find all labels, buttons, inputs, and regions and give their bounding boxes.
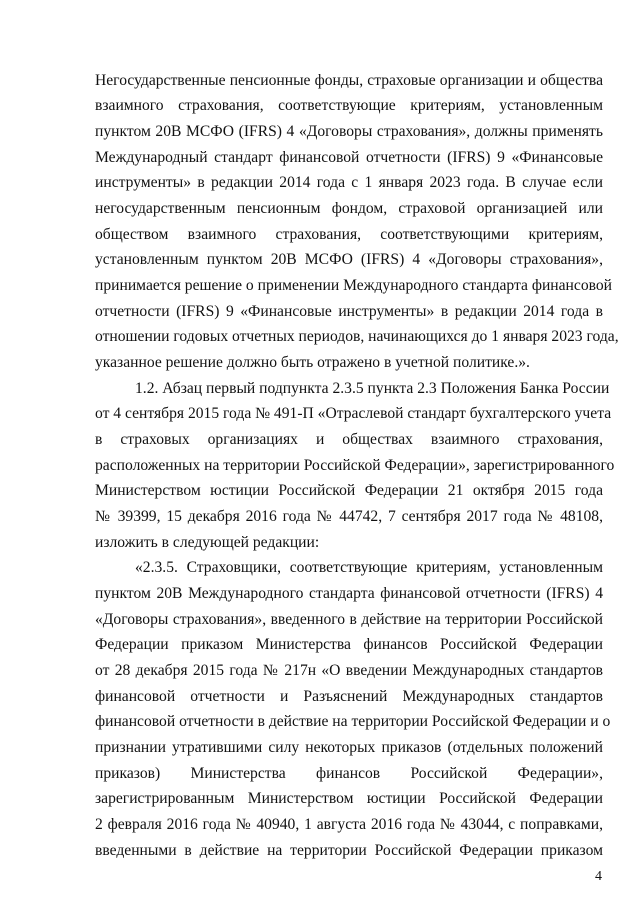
text-line: 2 февраля 2016 года № 40940, 1 августа 2016 года № 43044, с поправками,	[95, 816, 603, 833]
text-line: финансовой отчетности и Разъяснений Международных стандартов	[95, 688, 603, 705]
text-line: «Договоры страхования», введенного в действие на территории Российской	[95, 611, 603, 628]
text-line: Министерством юстиции Российской Федерации 21 октября 2015 года	[95, 482, 603, 499]
text-line: Федерации приказом Министерства финансов Российской Федерации	[95, 636, 603, 653]
text-line: зарегистрированным Министерством юстиции Российской Федерации	[95, 790, 603, 807]
text-line: Негосударственные пенсионные фонды, страховые организации и общества	[95, 72, 603, 89]
text-line: финансовой отчетности в действие на территории Российской Федерации и о	[95, 713, 611, 730]
text-line: отношении годовых отчетных периодов, начинающихся до 1 января 2023 года,	[95, 328, 619, 345]
text-line: введенными в действие на территории Российской Федерации приказом	[95, 842, 603, 859]
text-line: пунктом 20В МСФО (IFRS) 4 «Договоры страхования», должны применять	[95, 123, 603, 140]
text-line: от 4 сентября 2015 года № 491-П «Отраслевой стандарт бухгалтерского учета	[95, 405, 612, 422]
text-line: негосударственным пенсионным фондом, страховой организацией или	[95, 200, 603, 217]
text-line: взаимного страхования, соответствующие критериям, установленным	[95, 97, 603, 114]
paragraph-first-line: 1.2. Абзац первый подпункта 2.3.5 пункта 2.3 Положения Банка России	[135, 380, 610, 397]
text-line: изложить в следующей редакции:	[95, 534, 320, 551]
text-line: принимается решение о применении Международного стандарта финансовой	[95, 277, 613, 294]
text-line: инструменты» в редакции 2014 года с 1 января 2023 года. В случае если	[95, 174, 603, 191]
text-line: № 39399, 15 декабря 2016 года № 44742, 7 сентября 2017 года № 48108,	[95, 508, 603, 525]
page-number: 4	[595, 869, 602, 884]
text-line: Международный стандарт финансовой отчетности (IFRS) 9 «Финансовые	[95, 149, 603, 166]
text-line: в страховых организациях и обществах взаимного страхования,	[95, 431, 603, 448]
text-line: признании утратившими силу некоторых приказов (отдельных положений	[95, 739, 603, 756]
text-line: от 28 декабря 2015 года № 217н «О введении Международных стандартов	[95, 662, 603, 679]
text-line: пунктом 20В Международного стандарта финансовой отчетности (IFRS) 4	[95, 585, 603, 602]
text-line: указанное решение должно быть отражено в учетной политике.».	[95, 354, 530, 371]
text-line: расположенных на территории Российской Федерации», зарегистрированного	[95, 457, 615, 474]
text-line: отчетности (IFRS) 9 «Финансовые инструменты» в редакции 2014 года в	[95, 303, 603, 320]
text-line: установленным пунктом 20В МСФО (IFRS) 4 «Договоры страхования»,	[95, 251, 603, 268]
paragraph-first-line: «2.3.5. Страховщики, соответствующие критериям, установленным	[135, 559, 603, 576]
text-line: приказов) Министерства финансов Российской Федерации»,	[95, 765, 603, 782]
text-line: обществом взаимного страхования, соответствующими критериям,	[95, 226, 603, 243]
